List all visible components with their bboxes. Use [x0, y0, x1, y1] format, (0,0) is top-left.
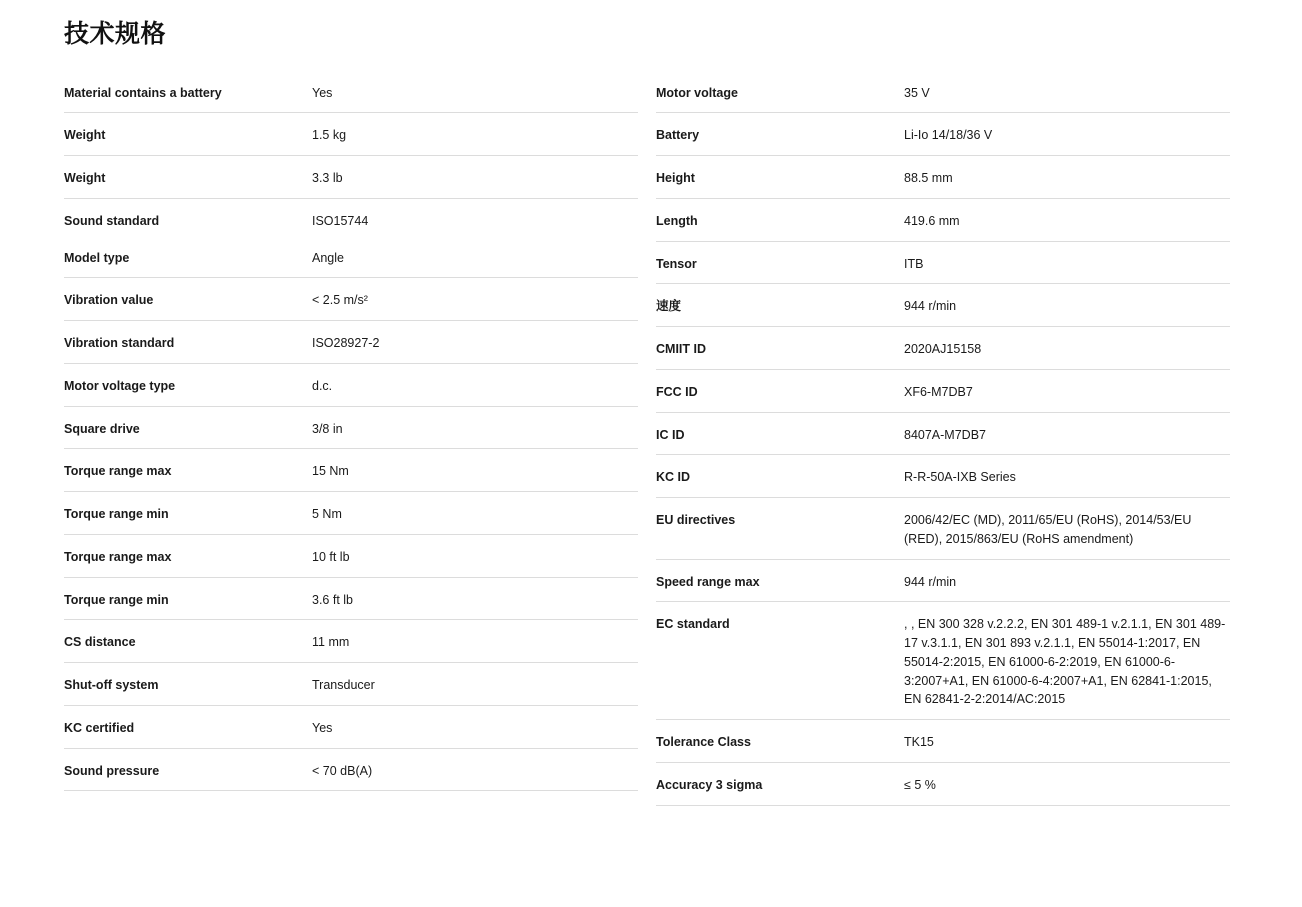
- spec-row: [656, 455, 1230, 498]
- spec-value: 88.5 mm: [904, 171, 953, 185]
- spec-value: ISO28927-2: [312, 336, 380, 350]
- spec-value: 11 mm: [312, 635, 350, 650]
- spec-row: [64, 620, 638, 663]
- spec-value: 35 V: [904, 85, 930, 100]
- spec-label: IC ID: [656, 427, 685, 442]
- spec-row: [656, 284, 1230, 327]
- spec-value: ≤ 5 %: [904, 777, 936, 792]
- spec-value: Yes: [312, 720, 333, 735]
- spec-value: Angle: [312, 250, 344, 265]
- spec-label: Square drive: [64, 421, 140, 436]
- spec-value: 944 r/min: [904, 299, 957, 314]
- spec-label: Length: [656, 213, 698, 228]
- spec-row: [64, 278, 638, 321]
- spec-value: 2006/42/EC (MD), 2011/65/EU (RoHS), 2014/53/EU (RED), 2015/863/EU (RoHS amendment): [904, 513, 1192, 546]
- spec-value: d.c.: [312, 378, 333, 393]
- spec-label: Speed range max: [656, 574, 760, 589]
- spec-value: < 70 dB(A): [312, 763, 373, 778]
- spec-label: Tolerance Class: [656, 735, 751, 749]
- spec-row: [64, 449, 638, 492]
- spec-label: Tensor: [656, 256, 697, 271]
- spec-row: [64, 364, 638, 407]
- spec-row: [64, 535, 638, 578]
- spec-label: Sound pressure: [64, 763, 160, 778]
- spec-label: Torque range max: [64, 549, 172, 564]
- spec-row: [656, 720, 1230, 763]
- spec-label: Accuracy 3 sigma: [656, 777, 763, 792]
- spec-label: EC standard: [656, 617, 730, 632]
- spec-label: KC ID: [656, 470, 691, 485]
- spec-value: 5 Nm: [312, 507, 342, 521]
- spec-value: Yes: [312, 85, 333, 100]
- spec-value: ISO15744: [312, 213, 369, 228]
- spec-column-right: [656, 71, 1230, 806]
- spec-label: EU directives: [656, 513, 736, 527]
- spec-label: Torque range min: [64, 592, 169, 607]
- spec-label: Model type: [64, 250, 130, 265]
- spec-value: R-R-50A-IXB Series: [904, 470, 1016, 485]
- spec-label: 速度: [656, 299, 682, 314]
- spec-value: ITB: [904, 256, 924, 271]
- spec-row: [656, 156, 1230, 199]
- spec-row: [656, 199, 1230, 242]
- spec-label: Vibration standard: [64, 336, 175, 350]
- spec-value: 2020AJ15158: [904, 342, 982, 356]
- spec-row: [656, 602, 1230, 720]
- spec-row: [656, 113, 1230, 156]
- spec-label: Battery: [656, 128, 700, 143]
- spec-value: 8407A-M7DB7: [904, 427, 986, 442]
- spec-label: Material contains a battery: [64, 85, 222, 100]
- spec-row: [656, 763, 1230, 806]
- spec-label: Shut-off system: [64, 678, 159, 692]
- spec-value: TK15: [904, 735, 934, 749]
- spec-row: [656, 327, 1230, 370]
- spec-value: 419.6 mm: [904, 213, 960, 228]
- spec-value: Li-Io 14/18/36 V: [904, 128, 993, 143]
- spec-label: Vibration value: [64, 293, 154, 308]
- spec-label: Sound standard: [64, 213, 160, 228]
- spec-row: [64, 71, 638, 114]
- spec-row: [656, 413, 1230, 456]
- spec-label: CS distance: [64, 635, 136, 650]
- spec-row: [656, 242, 1230, 285]
- spec-row: [64, 156, 638, 199]
- spec-row: [64, 113, 638, 156]
- spec-label: CMIIT ID: [656, 342, 706, 356]
- spec-row: [64, 663, 638, 706]
- spec-value: 3.6 ft lb: [312, 592, 353, 607]
- spec-label: FCC ID: [656, 384, 698, 399]
- spec-row: [656, 560, 1230, 603]
- spec-row: [64, 578, 638, 621]
- spec-row: [656, 370, 1230, 413]
- spec-row: [64, 749, 638, 792]
- spec-label: Weight: [64, 128, 106, 143]
- spec-value: 15 Nm: [312, 464, 349, 479]
- spec-value: XF6-M7DB7: [904, 384, 973, 399]
- spec-label: Torque range min: [64, 507, 169, 521]
- spec-label: KC certified: [64, 720, 135, 735]
- spec-value: < 2.5 m/s²: [312, 293, 368, 308]
- spec-value: 3.3 lb: [312, 171, 343, 185]
- spec-row: [64, 706, 638, 749]
- spec-row: [656, 71, 1230, 114]
- spec-row: [64, 236, 638, 279]
- spec-row: [64, 407, 638, 450]
- spec-label: Torque range max: [64, 464, 172, 479]
- spec-label: Motor voltage type: [64, 378, 176, 393]
- spec-row: [64, 321, 638, 364]
- spec-value: 3/8 in: [312, 421, 343, 436]
- spec-value: 10 ft lb: [312, 549, 350, 564]
- spec-value: , , EN 300 328 v.2.2.2, EN 301 489-1 v.2.1.1, EN 301 489-17 v.3.1.1, EN 301 893 v.2.1.1, EN 55014-1:2017, EN 55014-2:2015, EN 61000-6-2:2019, EN 61000-6-3:2007+A1, EN 61000-6-4:2007+A1, EN 62841-1:2015, EN 62841-2-2:2014/AC:2015: [904, 617, 1226, 707]
- spec-column-left: [64, 71, 638, 792]
- spec-label: Height: [656, 171, 695, 185]
- spec-value: Transducer: [312, 678, 375, 692]
- spec-value: 1.5 kg: [312, 128, 347, 143]
- page-title: 技术规格: [64, 20, 167, 48]
- spec-value: 944 r/min: [904, 574, 957, 589]
- spec-label: Weight: [64, 171, 106, 185]
- spec-row: [64, 492, 638, 535]
- spec-row: [656, 498, 1230, 560]
- spec-label: Motor voltage: [656, 85, 738, 100]
- spec-columns: [64, 71, 1238, 806]
- spec-row: [64, 199, 638, 236]
